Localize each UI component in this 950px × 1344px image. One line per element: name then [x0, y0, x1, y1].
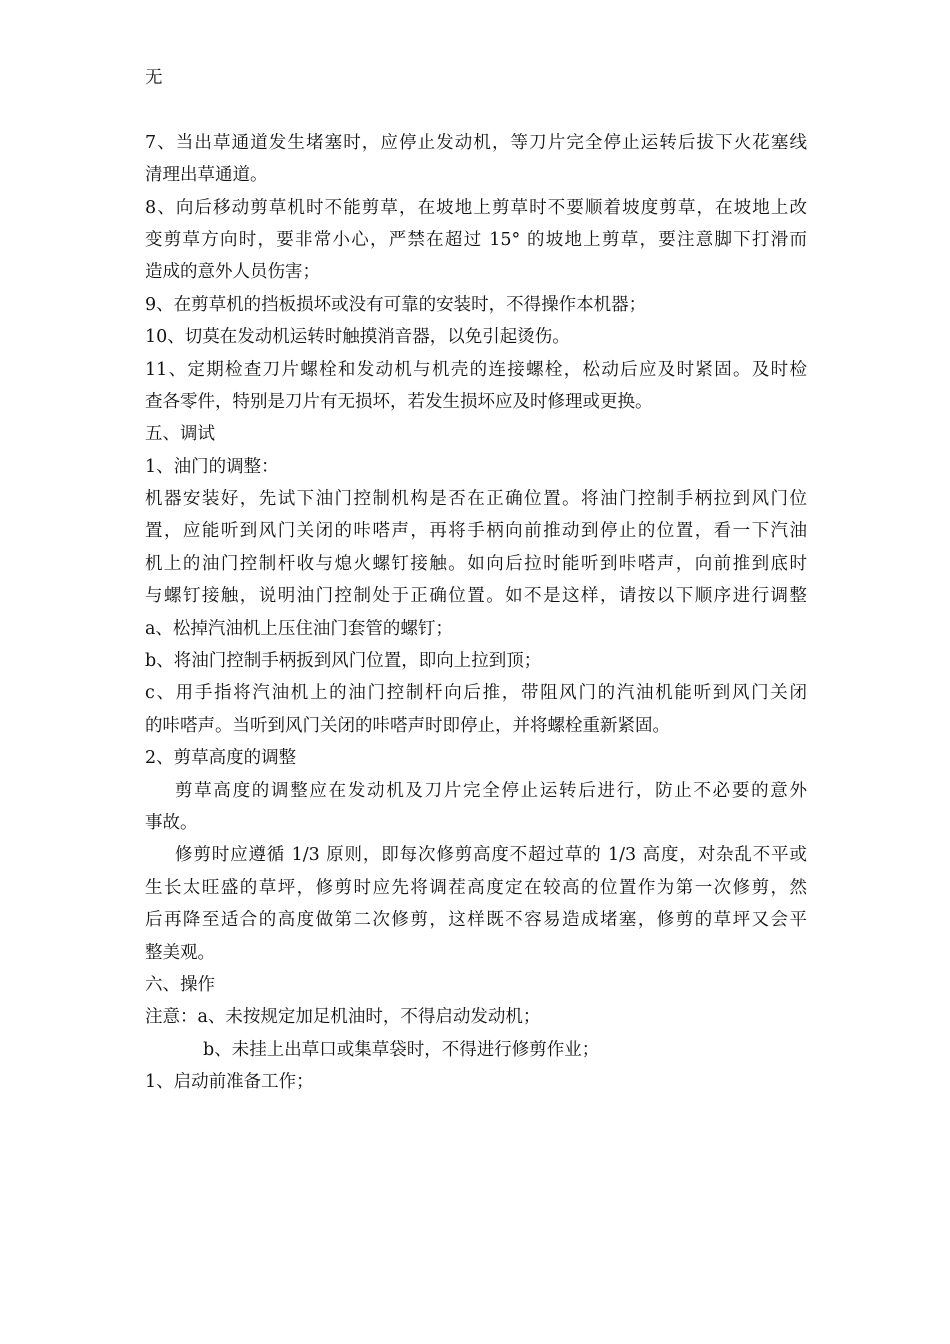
section-heading: 五、调试 — [145, 424, 215, 445]
text-line: 9、在剪草机的挡板损坏或没有可靠的安装时，不得操作本机器； — [145, 294, 647, 315]
text-line: 11、定期检查刀片螺栓和发动机与机壳的连接螺栓，松动后应及时紧固。及时检 — [145, 359, 807, 380]
text-line: 机器安装好，先试下油门控制机构是否在正确位置。将油门控制手柄拉到风门位 — [145, 489, 807, 510]
document-body — [145, 62, 807, 1099]
blank-line — [145, 94, 807, 126]
text-line: 整美观。 — [145, 942, 215, 963]
section-heading: 六、操作 — [145, 974, 215, 995]
text-line: c、用手指将汽油机上的油门控制杆向后推，带阻风门的汽油机能听到风门关闭 — [145, 683, 807, 704]
text-line: 造成的意外人员伤害； — [145, 262, 320, 283]
text-line: 机上的油门控制杆收与熄火螺钉接触。如向后拉时能听到咔嗒声，向前推到底时 — [145, 553, 807, 574]
text-line: 事故。 — [145, 812, 198, 833]
text-line: 变剪草方向时，要非常小心，严禁在超过 15° 的坡地上剪草，要注意脚下打滑而 — [145, 229, 807, 250]
text-line: 无 — [145, 68, 163, 88]
text-line: 生长太旺盛的草坪，修剪时应先将调茬高度定在较高的位置作为第一次修剪，然 — [145, 877, 807, 898]
text-line: 与螺钉接触，说明油门控制处于正确位置。如不是这样，请按以下顺序进行调整 — [145, 586, 807, 607]
text-line: 7、当出草通道发生堵塞时，应停止发动机，等刀片完全停止运转后拔下火花塞线 — [145, 132, 807, 153]
text-line: 2、剪草高度的调整 — [145, 748, 297, 769]
text-line: b、未挂上出草口或集草袋时，不得进行修剪作业； — [203, 1039, 600, 1060]
text-line: 后再降至适合的高度做第二次修剪，这样既不容易造成堵塞，修剪的草坪又会平 — [145, 910, 807, 931]
text-line: 的咔嗒声。当听到风门关闭的咔嗒声时即停止，并将螺栓重新紧固。 — [145, 715, 670, 736]
text-line: 1、油门的调整： — [145, 456, 279, 477]
text-line: 清理出草通道。 — [145, 165, 268, 186]
text-line: 查各零件，特别是刀片有无损坏，若发生损坏应及时修理或更换。 — [145, 391, 653, 412]
text-line: 注意：a、未按规定加足机油时，不得启动发动机； — [145, 1007, 541, 1028]
text-line: 10、切莫在发动机运转时触摸消音器，以免引起烫伤。 — [145, 327, 570, 348]
text-line: 1、启动前准备工作； — [145, 1072, 314, 1093]
text-line: b、将油门控制手柄扳到风门位置，即向上拉到顶； — [145, 651, 542, 672]
text-line: 8、向后移动剪草机时不能剪草，在坡地上剪草时不要顺着坡度剪草，在坡地上改 — [145, 197, 807, 218]
text-line: 修剪时应遵循 1/3 原则，即每次修剪高度不超过草的 1/3 高度，对杂乱不平或 — [175, 845, 807, 866]
text-line: 置，应能听到风门关闭的咔嗒声，再将手柄向前推动到停止的位置，看一下汽油 — [145, 521, 807, 542]
text-line: a、松掉汽油机上压住油门套管的螺钉； — [145, 618, 453, 639]
text-line: 剪草高度的调整应在发动机及刀片完全停止运转后进行，防止不必要的意外 — [175, 780, 807, 801]
